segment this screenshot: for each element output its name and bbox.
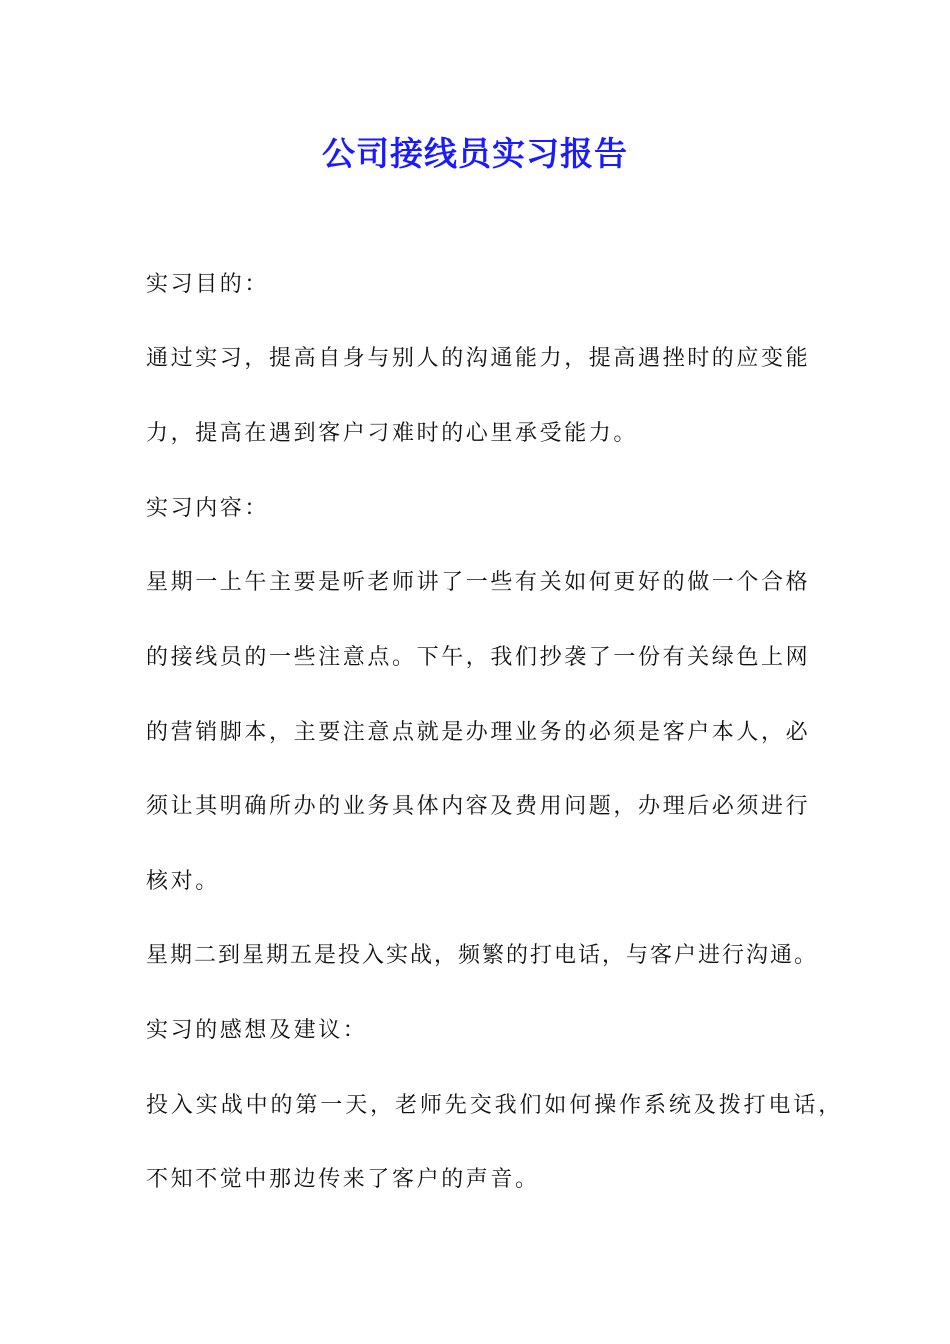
section-heading-content: 实习内容：: [146, 496, 270, 521]
section-heading-reflections: 实习的感想及建议：: [146, 1018, 368, 1043]
paragraph-line: 通过实习，提高自身与别人的沟通能力，提高遇挫时的应变能: [146, 346, 811, 371]
paragraph-line: 须让其明确所办的业务具体内容及费用问题，办理后必须进行: [146, 794, 811, 819]
document-title: 公司接线员实习报告: [322, 134, 628, 173]
paragraph-line: 星期二到星期五是投入实战，频繁的打电话，与客户进行沟通。: [146, 943, 819, 968]
paragraph-line: 投入实战中的第一天，老师先交我们如何操作系统及拨打电话，: [146, 1093, 844, 1118]
section-heading-purpose: 实习目的：: [146, 272, 270, 297]
paragraph-line: 不知不觉中那边传来了客户的声音。: [146, 1167, 540, 1192]
paragraph-line: 的营销脚本，主要注意点就是办理业务的必须是客户本人，必: [146, 720, 811, 745]
paragraph-line: 的接线员的一些注意点。下午，我们抄袭了一份有关绿色上网: [146, 645, 811, 670]
paragraph-line: 力，提高在遇到客户刁难时的心里承受能力。: [146, 421, 639, 446]
paragraph-line: 星期一上午主要是听老师讲了一些有关如何更好的做一个合格: [146, 570, 811, 595]
paragraph-line: 核对。: [146, 869, 220, 894]
